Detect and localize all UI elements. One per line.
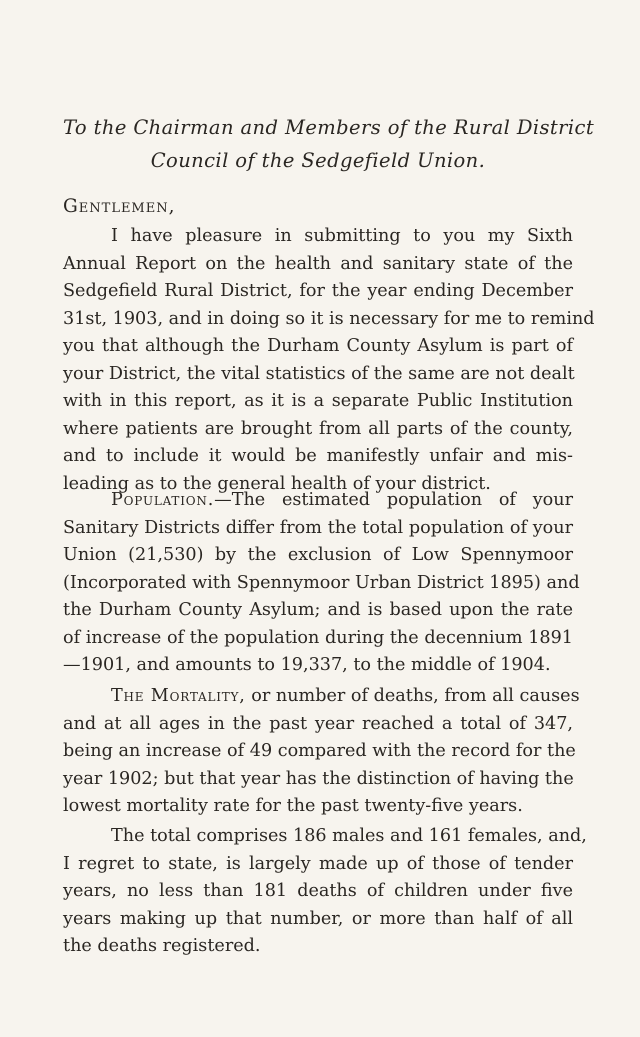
paragraph-total: [63, 823, 587, 961]
text-line: of increase of the population during the decennium 1891: [63, 627, 573, 648]
heading-line-2: Council of the Sedgefield Union.: [150, 149, 486, 172]
text-line: I regret to state, is largely made up of those of tender: [63, 853, 573, 874]
text-line: The total comprises 186 males and 161 females, and,: [111, 826, 587, 846]
text-line: [63, 487, 573, 515]
document-page: [63, 0, 595, 1037]
text-line: lowest mortality rate for the past twenty-five years.: [63, 796, 523, 816]
text-line: with in this report, as it is a separate Public Institution: [63, 391, 573, 411]
text-line: Sedgefield Rural District, for the year ending December: [63, 281, 573, 301]
paragraph-population: [63, 487, 580, 680]
section-lead-mortality: The Mortality,: [111, 686, 246, 706]
text-line: Annual Report on the health and sanitary state of the: [63, 253, 573, 274]
text-line: Union (21,530) by the exclusion of Low Spennymoor: [63, 545, 573, 565]
text-line: Sanitary Districts differ from the total population of your: [63, 517, 573, 538]
text-line: I have pleasure in submitting to you my Sixth: [111, 226, 573, 246]
text-line: —1901, and amounts to 19,337, to the middle of 1904.: [63, 655, 551, 675]
text-line: the deaths registered.: [63, 936, 261, 956]
text-line: and at all ages in the past year reached a total of 347,: [63, 713, 573, 734]
text-line: years making up that number, or more than half of all: [63, 908, 573, 929]
text-run: or number of deaths, from all causes: [245, 686, 580, 706]
text-line: years, no less than 181 deaths of children under five: [63, 881, 573, 901]
paragraph-intro: [63, 223, 595, 498]
text-line: (Incorporated with Spennymoor Urban District 1895) and: [63, 572, 580, 593]
text-line: the Durham County Asylum; and is based upon the rate: [63, 600, 573, 620]
text-line: 31st, 1903, and in doing so it is necessary for me to remind: [63, 308, 595, 329]
text-line: and to include it would be manifestly unfair and mis-: [63, 446, 573, 466]
heading-line-1: To the Chairman and Members of the Rural District: [63, 116, 595, 139]
text-line: year 1902; but that year has the distinction of having the: [63, 768, 574, 789]
text-line: where patients are brought from all parts of the county,: [63, 418, 573, 439]
text-line: being an increase of 49 compared with the record for the: [63, 741, 576, 761]
text-run: —The estimated population of your: [214, 490, 573, 510]
paragraph-mortality: [63, 683, 580, 821]
salutation: Gentlemen,: [63, 196, 176, 217]
text-line: your District, the vital statistics of the same are not dealt: [63, 363, 575, 384]
text-line: you that although the Durham County Asylum is part of: [63, 336, 573, 356]
section-lead-population: Population.: [111, 490, 215, 510]
text-line: leading as to the general health of your district.: [63, 473, 491, 494]
text-line: [63, 683, 580, 711]
